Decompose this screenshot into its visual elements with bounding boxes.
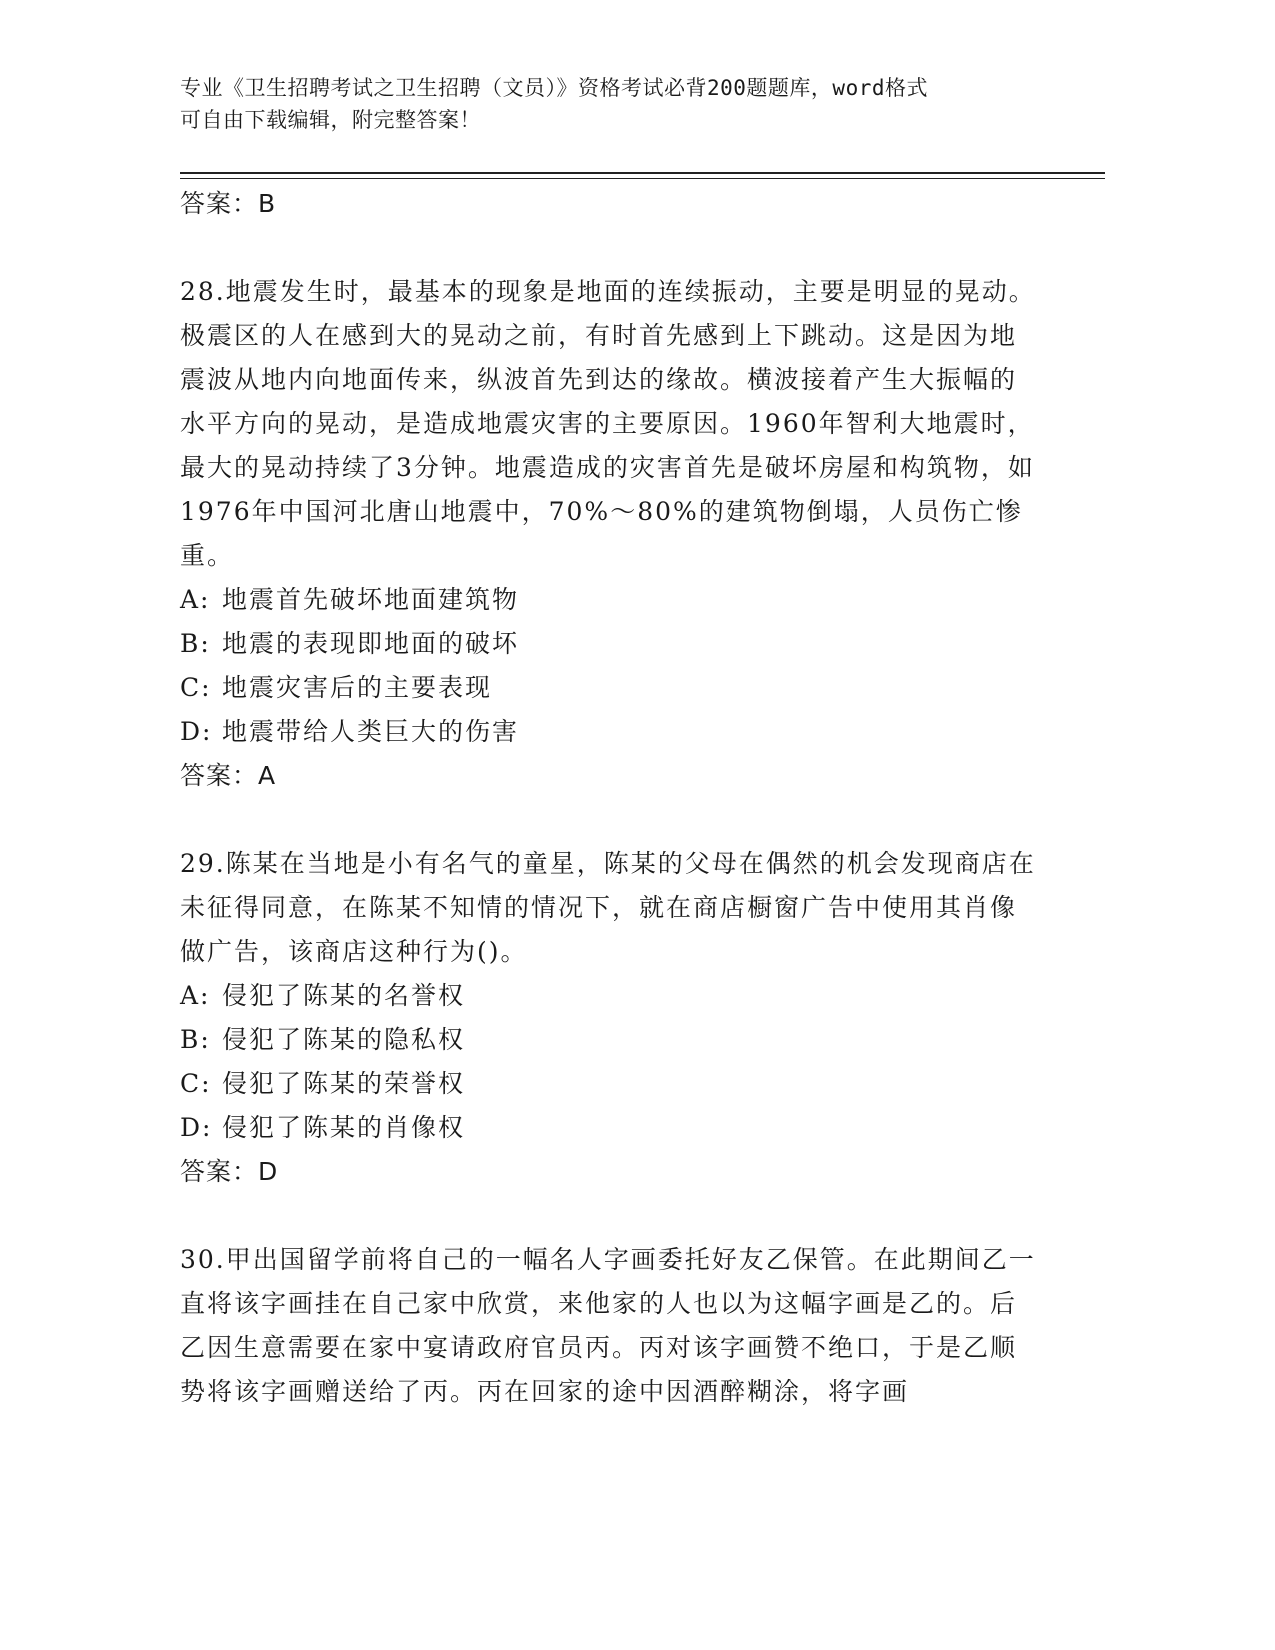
option-key: C: bbox=[180, 1069, 212, 1098]
option-key: A: bbox=[180, 981, 211, 1010]
spacer bbox=[180, 798, 1040, 842]
question-30 bbox=[180, 1238, 1040, 1414]
option-text: 侵犯了陈某的肖像权 bbox=[222, 1113, 466, 1142]
option-key: C: bbox=[180, 673, 212, 702]
answer-line: 答案：D bbox=[180, 1157, 279, 1186]
option-c bbox=[180, 666, 1040, 710]
spacer bbox=[180, 226, 1040, 270]
option-text: 地震首先破坏地面建筑物 bbox=[222, 585, 520, 614]
option-b bbox=[180, 1018, 1040, 1062]
option-text: 地震带给人类巨大的伤害 bbox=[222, 717, 520, 746]
option-c bbox=[180, 1062, 1040, 1106]
header-divider-thick bbox=[180, 172, 1105, 174]
option-text: 地震的表现即地面的破坏 bbox=[222, 629, 520, 658]
spacer bbox=[180, 1194, 1040, 1238]
document-header bbox=[180, 72, 1060, 136]
option-text: 侵犯了陈某的隐私权 bbox=[222, 1025, 466, 1054]
option-key: A: bbox=[180, 585, 211, 614]
option-text: 侵犯了陈某的荣誉权 bbox=[222, 1069, 466, 1098]
question-text: 30.甲出国留学前将自己的一幅名人字画委托好友乙保管。在此期间乙一直将该字画挂在自己家中欣赏，来他家的人也以为这幅字画是乙的。后乙因生意需要在家中宴请政府官员丙。丙对该字画赞不绝口，于是乙顺势将该字画赠送给了丙。丙在回家的途中因酒醉糊涂，将字画 bbox=[180, 1245, 1036, 1406]
option-key: B: bbox=[180, 629, 211, 658]
question-text: 28.地震发生时，最基本的现象是地面的连续振动，主要是明显的晃动。极震区的人在感到大的晃动之前，有时首先感到上下跳动。这是因为地震波从地内向地面传来，纵波首先到达的缘故。横波接着产生大振幅的水平方向的晃动，是造成地震灾害的主要原因。1960年智利大地震时，最大的晃动持续了3分钟。地震造成的灾害首先是破坏房屋和构筑物，如1976年中国河北唐山地震中，70%～80%的建筑物倒塌，人员伤亡惨重。 bbox=[180, 277, 1036, 570]
question-content bbox=[180, 182, 1040, 1414]
option-key: D: bbox=[180, 1113, 213, 1142]
previous-answer: 答案：B bbox=[180, 189, 277, 218]
option-text: 地震灾害后的主要表现 bbox=[222, 673, 493, 702]
header-divider-thin bbox=[180, 178, 1105, 179]
header-line-2: 可自由下载编辑，附完整答案！ bbox=[180, 108, 481, 132]
answer-line: 答案：A bbox=[180, 761, 277, 790]
question-text: 29.陈某在当地是小有名气的童星，陈某的父母在偶然的机会发现商店在未征得同意，在陈某不知情的情况下，就在商店橱窗广告中使用其肖像做广告，该商店这种行为()。 bbox=[180, 849, 1036, 966]
header-line-1: 专业《卫生招聘考试之卫生招聘（文员）》资格考试必背200题题库，word格式 bbox=[180, 76, 928, 100]
option-a bbox=[180, 578, 1040, 622]
option-key: D: bbox=[180, 717, 213, 746]
option-a bbox=[180, 974, 1040, 1018]
option-d bbox=[180, 710, 1040, 754]
question-29 bbox=[180, 842, 1040, 1194]
question-28 bbox=[180, 270, 1040, 798]
option-d bbox=[180, 1106, 1040, 1150]
option-text: 侵犯了陈某的名誉权 bbox=[222, 981, 466, 1010]
option-b bbox=[180, 622, 1040, 666]
option-key: B: bbox=[180, 1025, 211, 1054]
